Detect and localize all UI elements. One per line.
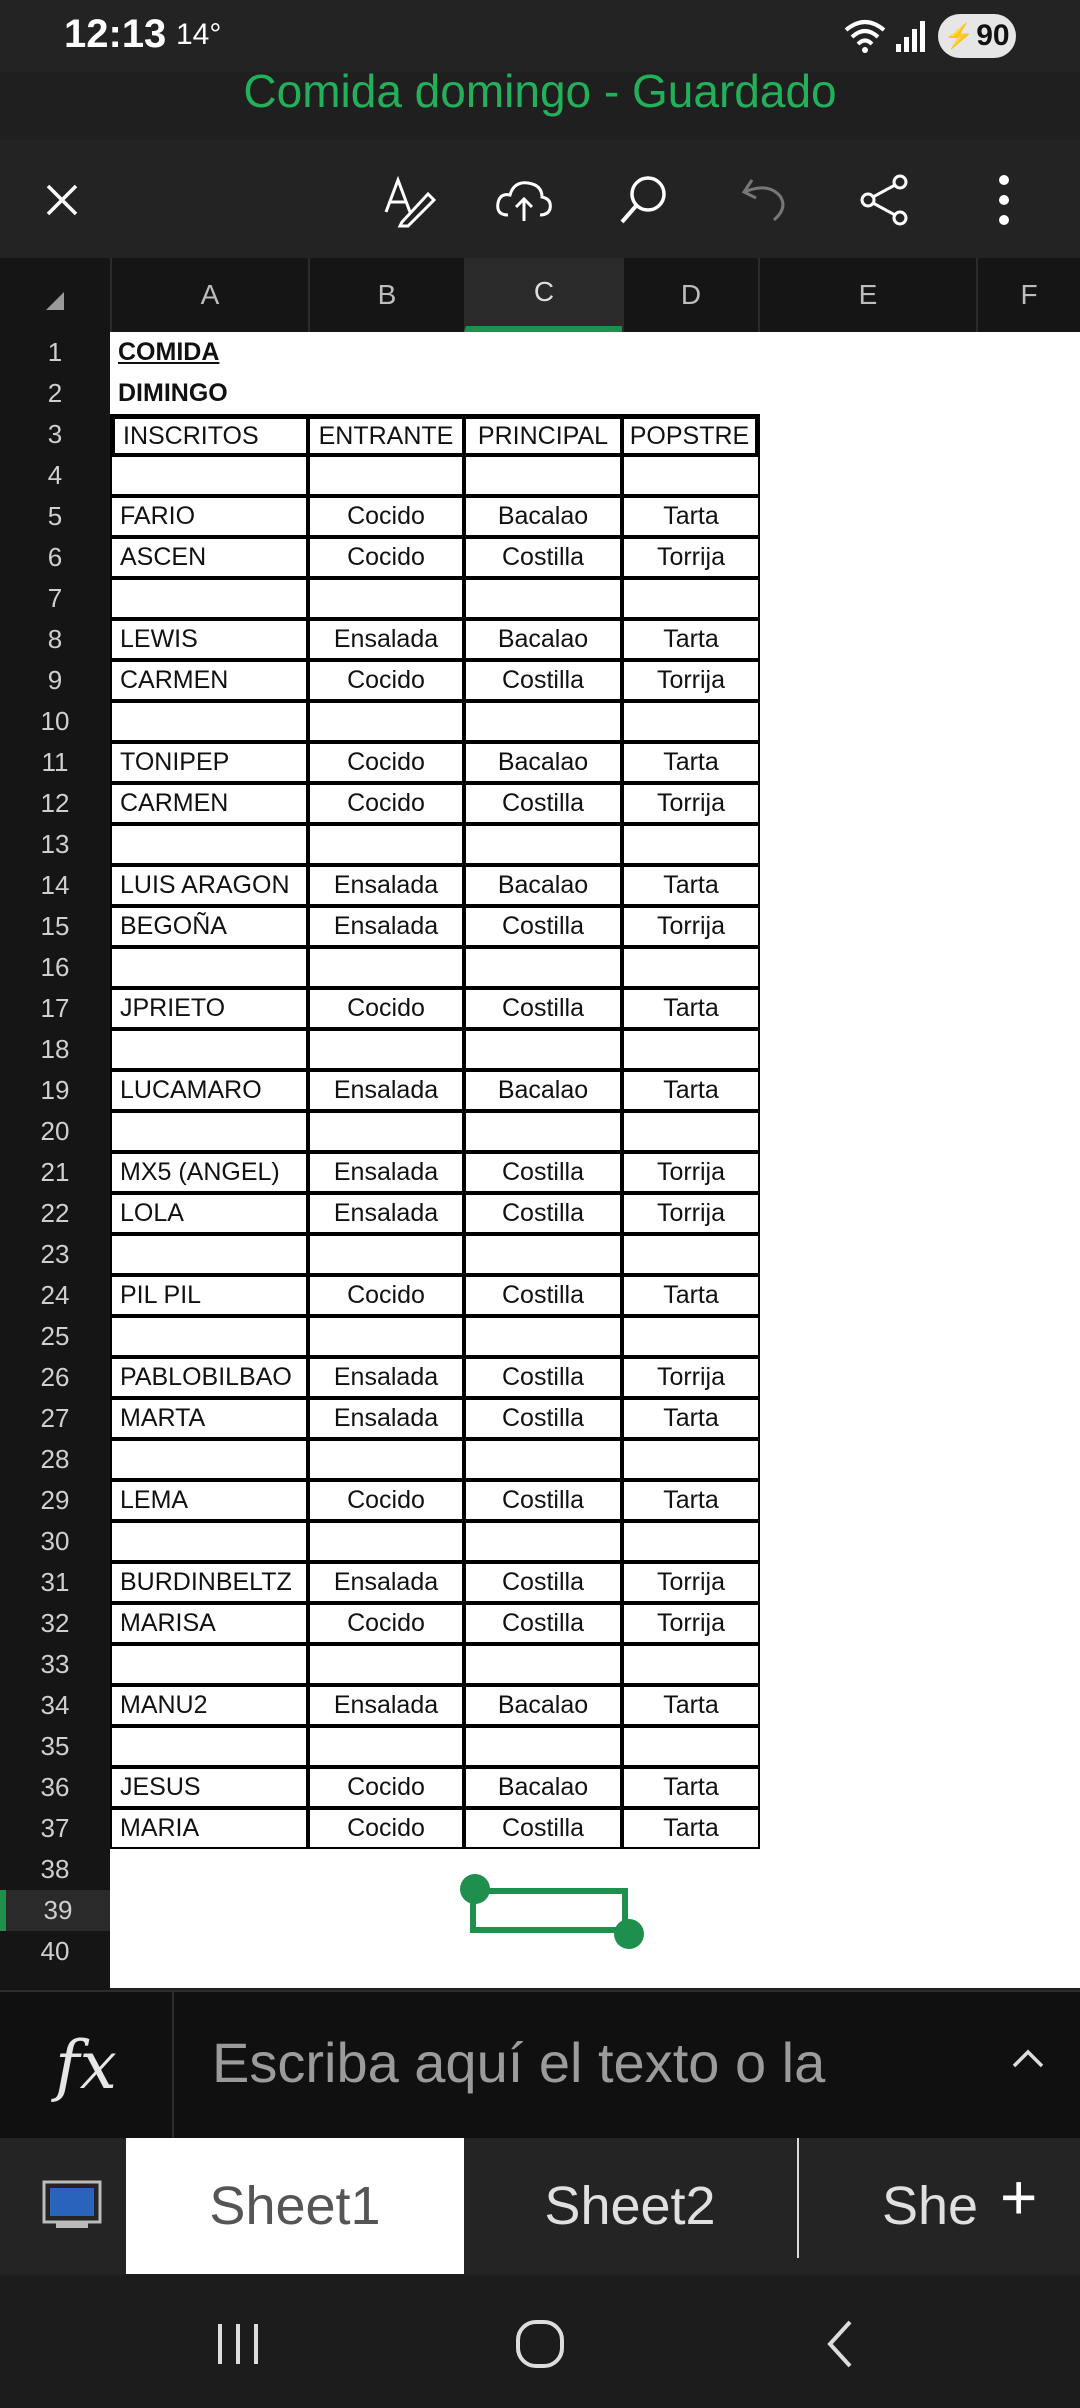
cell-a36[interactable]: JESUS [110, 1767, 308, 1808]
cell-b16[interactable] [308, 947, 464, 988]
cell-a30[interactable] [110, 1521, 308, 1562]
cell-b30[interactable] [308, 1521, 464, 1562]
cell-a27[interactable]: MARTA [110, 1398, 308, 1439]
column-header-c[interactable]: C [464, 258, 622, 332]
cell-c20[interactable] [464, 1111, 622, 1152]
cell-c14[interactable]: Bacalao [464, 865, 622, 906]
cell-b33[interactable] [308, 1644, 464, 1685]
cell-d26[interactable]: Torrija [622, 1357, 760, 1398]
cell-a12[interactable]: CARMEN [110, 783, 308, 824]
cell-a14[interactable]: LUIS ARAGON [110, 865, 308, 906]
cell-b29[interactable]: Cocido [308, 1480, 464, 1521]
cell-a8[interactable]: LEWIS [110, 619, 308, 660]
share-icon[interactable] [848, 164, 920, 236]
cell-b14[interactable]: Ensalada [308, 865, 464, 906]
row-header-36[interactable]: 36 [40, 1772, 70, 1802]
cell-b25[interactable] [308, 1316, 464, 1357]
cell-d19[interactable]: Tarta [622, 1070, 760, 1111]
cell-b20[interactable] [308, 1111, 464, 1152]
cell-a21[interactable]: MX5 (ANGEL) [110, 1152, 308, 1193]
cell-c16[interactable] [464, 947, 622, 988]
sheet-tab-bar [0, 2138, 1080, 2274]
cell-a20[interactable] [110, 1111, 308, 1152]
row-header-bar [0, 332, 110, 2032]
cell-b3-header[interactable]: ENTRANTE [308, 414, 464, 455]
row-header-9[interactable]: 9 [47, 665, 63, 695]
cell-d32[interactable]: Torrija [622, 1603, 760, 1644]
cell-a33[interactable] [110, 1644, 308, 1685]
row-header-23[interactable]: 23 [40, 1239, 70, 1269]
cell-a18[interactable] [110, 1029, 308, 1070]
cell-b37[interactable]: Cocido [308, 1808, 464, 1849]
cell-c4[interactable] [464, 455, 622, 496]
cell-b19[interactable]: Ensalada [308, 1070, 464, 1111]
cell-b10[interactable] [308, 701, 464, 742]
selection-handle-start[interactable] [460, 1874, 490, 1904]
cell-c5[interactable]: Bacalao [464, 496, 622, 537]
cell-d28[interactable] [622, 1439, 760, 1480]
close-icon[interactable] [26, 164, 98, 236]
column-header-d[interactable]: D [622, 258, 758, 332]
cell-d14[interactable]: Tarta [622, 865, 760, 906]
row-header-2[interactable]: 2 [47, 378, 63, 408]
status-temperature: 14° [176, 18, 222, 51]
cell-d31[interactable]: Torrija [622, 1562, 760, 1603]
row-header-21[interactable]: 21 [40, 1157, 70, 1187]
row-header-37[interactable]: 37 [40, 1813, 70, 1843]
cell-c27[interactable]: Costilla [464, 1398, 622, 1439]
fx-icon[interactable]: fx [0, 1992, 174, 2138]
cell-a25[interactable] [110, 1316, 308, 1357]
cell-b26[interactable]: Ensalada [308, 1357, 464, 1398]
cell-d16[interactable] [622, 947, 760, 988]
row-header-16[interactable]: 16 [40, 952, 70, 982]
cell-a3-header[interactable]: INSCRITOS [110, 414, 308, 455]
cell-b8[interactable]: Ensalada [308, 619, 464, 660]
selected-cell-c39[interactable] [470, 1888, 628, 1933]
cell-a17[interactable]: JPRIETO [110, 988, 308, 1029]
cell-c33[interactable] [464, 1644, 622, 1685]
cell-a35[interactable] [110, 1726, 308, 1767]
cell-c18[interactable] [464, 1029, 622, 1070]
select-all-corner[interactable] [0, 258, 110, 332]
cell-d21[interactable]: Torrija [622, 1152, 760, 1193]
cell-a22[interactable]: LOLA [110, 1193, 308, 1234]
cell-b13[interactable] [308, 824, 464, 865]
row-header-4[interactable]: 4 [47, 460, 63, 490]
cell-b34[interactable]: Ensalada [308, 1685, 464, 1726]
status-bar [0, 0, 1080, 72]
row-header-32[interactable]: 32 [40, 1608, 70, 1638]
cell-c6[interactable]: Costilla [464, 537, 622, 578]
row-header-27[interactable]: 27 [40, 1403, 70, 1433]
cell-b6[interactable]: Cocido [308, 537, 464, 578]
row-header-39[interactable]: 39 [0, 1890, 110, 1931]
cell-b27[interactable]: Ensalada [308, 1398, 464, 1439]
cell-a1[interactable]: COMIDA [118, 338, 220, 366]
cell-c8[interactable]: Bacalao [464, 619, 622, 660]
tab-sheet1[interactable]: Sheet1 [126, 2138, 464, 2274]
cell-d8[interactable]: Tarta [622, 619, 760, 660]
cell-a32[interactable]: MARISA [110, 1603, 308, 1644]
undo-icon[interactable] [728, 164, 800, 236]
cell-grid[interactable] [110, 332, 1080, 2032]
cell-c31[interactable]: Costilla [464, 1562, 622, 1603]
cell-d33[interactable] [622, 1644, 760, 1685]
cell-c30[interactable] [464, 1521, 622, 1562]
cell-c29[interactable]: Costilla [464, 1480, 622, 1521]
row-header-18[interactable]: 18 [40, 1034, 70, 1064]
spreadsheet-grid[interactable] [0, 258, 1080, 1988]
chevron-up-icon[interactable] [1010, 2040, 1046, 2076]
cell-b23[interactable] [308, 1234, 464, 1275]
cell-c9[interactable]: Costilla [464, 660, 622, 701]
cell-a26[interactable]: PABLOBILBAO [110, 1357, 308, 1398]
selection-handle-end[interactable] [614, 1919, 644, 1949]
cell-d29[interactable]: Tarta [622, 1480, 760, 1521]
cell-c21[interactable]: Costilla [464, 1152, 622, 1193]
row-header-33[interactable]: 33 [40, 1649, 70, 1679]
row-header-19[interactable]: 19 [40, 1075, 70, 1105]
cell-d11[interactable]: Tarta [622, 742, 760, 783]
row-header-6[interactable]: 6 [47, 542, 63, 572]
cell-b24[interactable]: Cocido [308, 1275, 464, 1316]
cell-b21[interactable]: Ensalada [308, 1152, 464, 1193]
cell-a24[interactable]: PIL PIL [110, 1275, 308, 1316]
cell-d30[interactable] [622, 1521, 760, 1562]
add-sheet-button[interactable]: + [1000, 2161, 1038, 2233]
cell-c13[interactable] [464, 824, 622, 865]
status-time: 12:13 [64, 12, 167, 56]
cell-c7[interactable] [464, 578, 622, 619]
column-header-f[interactable]: F [976, 258, 1080, 332]
cell-d18[interactable] [622, 1029, 760, 1070]
row-header-38[interactable]: 38 [40, 1854, 70, 1884]
cell-c3-header[interactable]: PRINCIPAL [464, 414, 622, 455]
tab-sheet3[interactable]: She [882, 2176, 979, 2236]
cell-c11[interactable]: Bacalao [464, 742, 622, 783]
row-header-25[interactable]: 25 [40, 1321, 70, 1351]
cell-b4[interactable] [308, 455, 464, 496]
cell-d20[interactable] [622, 1111, 760, 1152]
cell-a29[interactable]: LEMA [110, 1480, 308, 1521]
tab-divider [797, 2138, 799, 2258]
cell-c17[interactable]: Costilla [464, 988, 622, 1029]
cell-c15[interactable]: Costilla [464, 906, 622, 947]
cell-a10[interactable] [110, 701, 308, 742]
cell-a11[interactable]: TONIPEP [110, 742, 308, 783]
cell-b12[interactable]: Cocido [308, 783, 464, 824]
cell-d17[interactable]: Tarta [622, 988, 760, 1029]
recent-apps-icon[interactable] [208, 2314, 268, 2374]
cell-d27[interactable]: Tarta [622, 1398, 760, 1439]
row-header-40[interactable]: 40 [40, 1936, 70, 1966]
cell-b35[interactable] [308, 1726, 464, 1767]
cell-c22[interactable]: Costilla [464, 1193, 622, 1234]
column-header-e[interactable]: E [758, 258, 976, 332]
cell-d5[interactable]: Tarta [622, 496, 760, 537]
row-header-34[interactable]: 34 [40, 1690, 70, 1720]
cell-d6[interactable]: Torrija [622, 537, 760, 578]
cell-b36[interactable]: Cocido [308, 1767, 464, 1808]
cell-a2[interactable]: DIMINGO [118, 379, 228, 407]
row-header-10[interactable]: 10 [40, 706, 70, 736]
back-icon[interactable] [812, 2314, 872, 2374]
cell-c37[interactable]: Costilla [464, 1808, 622, 1849]
cell-d35[interactable] [622, 1726, 760, 1767]
cell-c34[interactable]: Bacalao [464, 1685, 622, 1726]
cell-b18[interactable] [308, 1029, 464, 1070]
row-header-8[interactable]: 8 [47, 624, 63, 654]
cell-a5[interactable]: FARIO [110, 496, 308, 537]
battery-level: 90 [976, 19, 1010, 52]
cell-b32[interactable]: Cocido [308, 1603, 464, 1644]
cell-c28[interactable] [464, 1439, 622, 1480]
row-header-35[interactable]: 35 [40, 1731, 70, 1761]
select-all-icon [46, 292, 64, 310]
charging-icon: ⚡ [944, 22, 975, 50]
cell-c32[interactable]: Costilla [464, 1603, 622, 1644]
row-header-7[interactable]: 7 [47, 583, 63, 613]
row-header-11[interactable]: 11 [41, 747, 69, 777]
toolbar [0, 140, 1080, 260]
row-header-22[interactable]: 22 [40, 1198, 70, 1228]
cell-b15[interactable]: Ensalada [308, 906, 464, 947]
cell-c10[interactable] [464, 701, 622, 742]
cell-a16[interactable] [110, 947, 308, 988]
cell-a7[interactable] [110, 578, 308, 619]
cell-b22[interactable]: Ensalada [308, 1193, 464, 1234]
tab-sheet2[interactable]: Sheet2 [544, 2176, 716, 2236]
row-header-5[interactable]: 5 [47, 501, 63, 531]
cell-a15[interactable]: BEGOÑA [110, 906, 308, 947]
cell-a4[interactable] [110, 455, 308, 496]
cell-a9[interactable]: CARMEN [110, 660, 308, 701]
draw-pen-icon[interactable] [372, 164, 444, 236]
home-icon[interactable] [510, 2314, 570, 2374]
cell-d24[interactable]: Tarta [622, 1275, 760, 1316]
cell-a13[interactable] [110, 824, 308, 865]
row-header-31[interactable]: 31 [40, 1567, 70, 1597]
battery-indicator [938, 14, 1016, 58]
cell-c24[interactable]: Costilla [464, 1275, 622, 1316]
row-header-17[interactable]: 17 [40, 993, 70, 1023]
cell-b17[interactable]: Cocido [308, 988, 464, 1029]
cell-c19[interactable]: Bacalao [464, 1070, 622, 1111]
cell-b28[interactable] [308, 1439, 464, 1480]
cell-d22[interactable]: Torrija [622, 1193, 760, 1234]
cell-d36[interactable]: Tarta [622, 1767, 760, 1808]
search-icon[interactable] [608, 164, 680, 236]
cell-b31[interactable]: Ensalada [308, 1562, 464, 1603]
signal-icon [894, 18, 928, 54]
column-header-b[interactable]: B [308, 258, 464, 332]
cell-d23[interactable] [622, 1234, 760, 1275]
cell-a28[interactable] [110, 1439, 308, 1480]
cell-d9[interactable]: Torrija [622, 660, 760, 701]
formula-bar [0, 1990, 1080, 2138]
cell-d15[interactable]: Torrija [622, 906, 760, 947]
cell-a31[interactable]: BURDINBELTZ [110, 1562, 308, 1603]
cell-c12[interactable]: Costilla [464, 783, 622, 824]
cell-a34[interactable]: MANU2 [110, 1685, 308, 1726]
row-header-15[interactable]: 15 [40, 911, 70, 941]
cell-a37[interactable]: MARIA [110, 1808, 308, 1849]
cloud-upload-icon[interactable] [488, 164, 560, 236]
row-header-29[interactable]: 29 [40, 1485, 70, 1515]
column-header-bar [0, 258, 1080, 332]
cell-c26[interactable]: Costilla [464, 1357, 622, 1398]
cell-d37[interactable]: Tarta [622, 1808, 760, 1849]
row-header-1[interactable]: 1 [47, 337, 63, 367]
row-header-13[interactable]: 13 [40, 829, 70, 859]
row-header-30[interactable]: 30 [40, 1526, 70, 1556]
sheet-list-icon[interactable] [42, 2176, 102, 2232]
row-header-20[interactable]: 20 [40, 1116, 70, 1146]
more-vertical-icon[interactable] [968, 164, 1040, 236]
cell-d34[interactable]: Tarta [622, 1685, 760, 1726]
formula-input[interactable]: Escriba aquí el texto o la [212, 2031, 826, 2094]
wifi-icon [842, 16, 888, 56]
cell-a6[interactable]: ASCEN [110, 537, 308, 578]
cell-a23[interactable] [110, 1234, 308, 1275]
column-header-a[interactable]: A [110, 258, 308, 332]
row-header-24[interactable]: 24 [40, 1280, 70, 1310]
cell-d10[interactable] [622, 701, 760, 742]
cell-c36[interactable]: Bacalao [464, 1767, 622, 1808]
cell-a19[interactable]: LUCAMARO [110, 1070, 308, 1111]
cell-d25[interactable] [622, 1316, 760, 1357]
cell-b9[interactable]: Cocido [308, 660, 464, 701]
cell-d13[interactable] [622, 824, 760, 865]
cell-c23[interactable] [464, 1234, 622, 1275]
cell-b5[interactable]: Cocido [308, 496, 464, 537]
cell-d4[interactable] [622, 455, 760, 496]
cell-b7[interactable] [308, 578, 464, 619]
system-nav-bar [0, 2276, 1080, 2408]
cell-c35[interactable] [464, 1726, 622, 1767]
row-header-3[interactable]: 3 [47, 419, 63, 449]
cell-d12[interactable]: Torrija [622, 783, 760, 824]
row-header-14[interactable]: 14 [40, 870, 70, 900]
row-header-26[interactable]: 26 [40, 1362, 70, 1392]
cell-d7[interactable] [622, 578, 760, 619]
row-header-12[interactable]: 12 [40, 788, 70, 818]
cell-d3-header[interactable]: POPSTRE [622, 414, 760, 455]
cell-b11[interactable]: Cocido [308, 742, 464, 783]
document-title: Comida domingo - Guardado [243, 65, 837, 117]
row-header-28[interactable]: 28 [40, 1444, 70, 1474]
cell-c25[interactable] [464, 1316, 622, 1357]
